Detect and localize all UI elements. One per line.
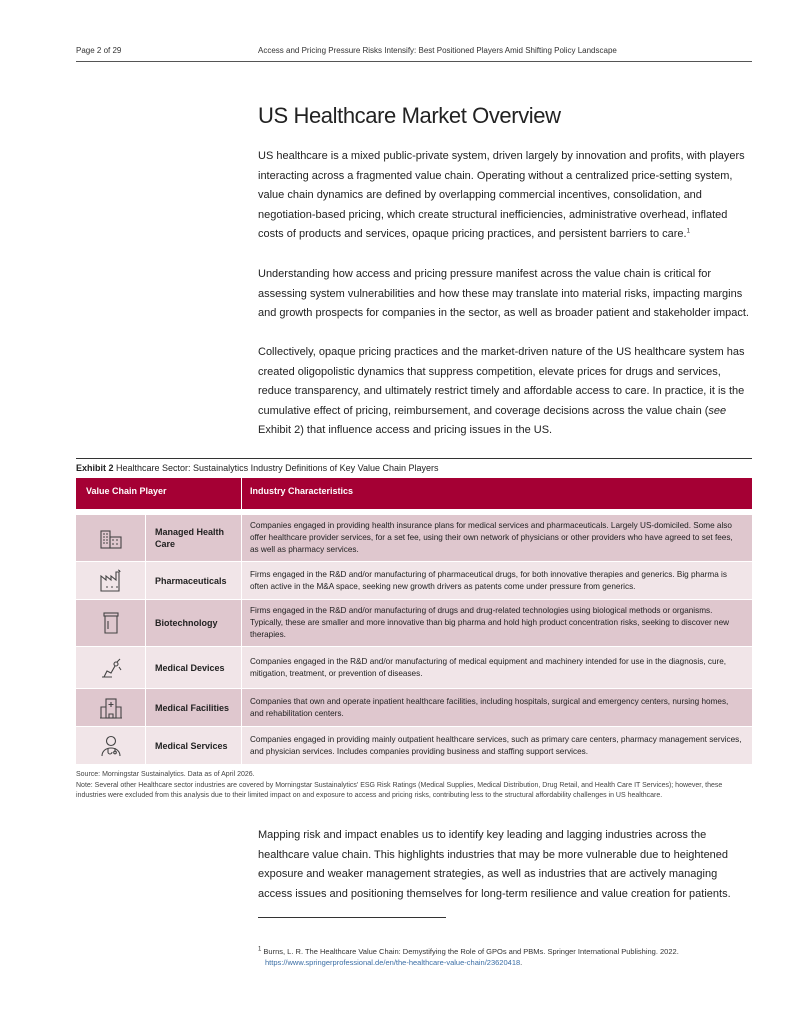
table-row [76,727,752,765]
player-name: Medical Services [146,727,242,764]
exhibit-note: Note: Several other Healthcare sector industries are covered by Morningstar Sustainalytics' ESG Risk Ratings (Medical Supplies, Medical Distribution, Drug Retail, and Health Care IT Services); however, these industries were excluded from this analysis due to their limited impact on and exposure to access and pricing risks, contributing less to the structural affordability challenges in US healthcare. [76,781,723,799]
page-header [76,44,752,62]
footnote-link[interactable]: https://www.springerprofessional.de/en/the-healthcare-value-chain/23620418. [265,958,523,967]
pill-bottle-icon [76,600,146,646]
exhibit-source: Source: Morningstar Sustainalytics. Data as of April 2026. [76,771,255,778]
table-row [76,689,752,727]
col-header-player: Value Chain Player [86,486,167,496]
paragraph-2: Understanding how access and pricing pressure manifest across the value chain is critical for assessing system vulnerabilities and how these may translate into material risks, impacting margins and growth prospects for companies in the sector, as well as broader patient and stakeholder impact. [258,268,749,320]
player-name: Pharmaceuticals [146,562,242,599]
paragraph-3: Collectively, opaque pricing practices and the market-driven nature of the US healthcare system has created oligopolistic dynamics that suppress competition, elevate prices for drugs and services, reduce transparency, and ultimately restrict timely and affordable access to care. In practice, it is the cumulative effect of pricing, reimbursement, and coverage decisions across the value chain (see Exhibit 2) that influence access and pricing issues in the US. [258,346,745,437]
player-description: Firms engaged in the R&D and/or manufacturing of pharmaceutical drugs, for both innovative therapies and generics. Big pharma is often active in the M&A space, seeking new growth drivers as patents come under pressure from generics. [250,569,727,591]
section-title: US Healthcare Market Overview [258,103,561,128]
doctor-icon [76,727,146,764]
table-header [76,478,752,509]
paragraph-1: US healthcare is a mixed public-private system, driven largely by innovation and profits, with players interacting across a fragmented value chain. Operating without a centralized price-setting system, value chain dynamics are defined by overlapping commercial incentives, consolidation, and negotiation-based pricing, which create structural inefficiencies, administrative overhead, inflated costs of products and services, opaque pricing practices, and persistent barriers to care.$^1$ [258,150,745,241]
footnote-ref[interactable]: 1 [686,228,690,235]
report-title: Access and Pricing Pressure Risks Intensify: Best Positioned Players Amid Shifting Policy Landscape [258,46,617,55]
table-row [76,647,752,689]
player-name: Medical Devices [146,647,242,688]
player-name: Biotechnology [146,600,242,646]
page-number: Page 2 of 29 [76,46,122,55]
table-row [76,515,752,562]
player-description: Companies engaged in providing mainly outpatient healthcare services, such as primary care centers, pharmacy management services, and physician services. Includes companies providing business and staffing support services. [250,734,742,756]
col-header-characteristics: Industry Characteristics [250,486,354,496]
exhibit-title: Exhibit 2 Healthcare Sector: Sustainalytics Industry Definitions of Key Value Chain Players [76,458,752,473]
footnote-divider [258,917,446,918]
table-row [76,562,752,600]
player-description: Firms engaged in the R&D and/or manufacturing of drugs and drug-related technologies using biological methods or organisms. Typically, these are smaller and more innovative than big pharma and hold high product concentration risks, seeking to discover new therapies. [250,606,730,639]
player-description: Companies engaged in providing health insurance plans for medical services and pharmaceuticals. Largely US-domiciled. Some also offer healthcare provider services, for a set fee, using their own network of physicians or other providers who have agreed to set fees, as well as pharmacy services. [250,521,733,554]
building-icon [76,515,146,561]
player-name: Managed Health Care [146,515,242,561]
player-description: Companies that own and operate inpatient healthcare facilities, including hospitals, surgical and emergency centers, nursing homes, and rehabilitation centers. [250,696,729,718]
player-name: Medical Facilities [146,689,242,726]
table-row [76,600,752,647]
footnote: $^1$ Burns, L. R. The Healthcare Value Chain: Demystifying the Role of GPOs and PBMs. Springer International Publishing. 2022. https://www.springerprofessional.de/en/the-healthcare-value-chain/23620418. [258,946,758,968]
value-chain-table [76,478,752,765]
medical-device-icon [76,647,146,688]
factory-icon [76,562,146,599]
player-description: Companies engaged in the R&D and/or manufacturing of medical equipment and machinery intended for use in the diagnosis, cure, mitigation, treatment, or prevention of diseases. [250,656,727,678]
hospital-icon [76,689,146,726]
exhibit-notes [76,770,752,802]
paragraph-4: Mapping risk and impact enables us to identify key leading and lagging industries across the healthcare value chain. This highlights industries that may be more vulnerable due to heightened exposure and weaker management strategies, as well as industries that are actively managing access issues and positioning themselves for long-term resilience and value creation for patients. [258,829,731,900]
